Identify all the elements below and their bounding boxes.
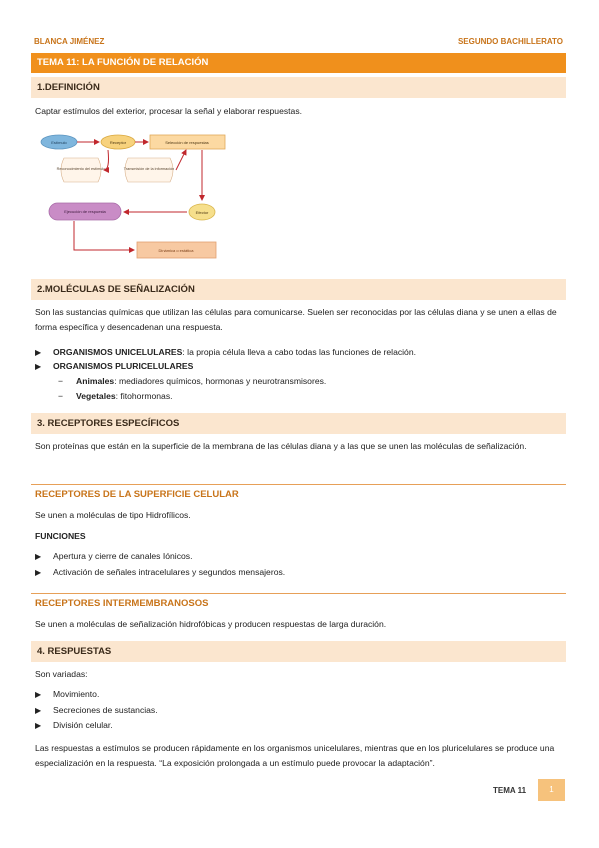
dash-marker: − bbox=[58, 376, 64, 386]
list-item: ▶ Movimiento. bbox=[35, 687, 565, 702]
section-heading-respuestas: 4. RESPUESTAS bbox=[31, 641, 566, 662]
bullet-triangle-icon: ▶ bbox=[35, 552, 42, 561]
intermembranosos-text: Se unen a moléculas de señalización hidrofóbicas y producen respuestas de larga duración. bbox=[35, 619, 387, 629]
bullet-triangle-icon: ▶ bbox=[35, 690, 42, 699]
definition-text: Captar estímulos del exterior, procesar la señal y elaborar respuestas. bbox=[35, 106, 303, 116]
dash-marker: − bbox=[58, 391, 64, 401]
list-item: ▶ Secreciones de sustancias. bbox=[35, 703, 565, 718]
section-heading-moleculas: 2.MOLÉCULAS DE SEÑALIZACIÓN bbox=[31, 279, 566, 300]
selection-label: Selección de respuestas bbox=[165, 140, 209, 145]
bullet-triangle-icon: ▶ bbox=[35, 568, 42, 577]
funciones-label: FUNCIONES bbox=[35, 531, 86, 541]
list-item: ▶ División celular. bbox=[35, 718, 565, 733]
subheading-superficie: RECEPTORES DE LA SUPERFICIE CELULAR bbox=[35, 489, 239, 500]
section-heading-definicion: 1.DEFINICIÓN bbox=[31, 77, 566, 98]
course-header: SEGUNDO BACHILLERATO bbox=[457, 37, 563, 46]
respuestas-intro: Son variadas: bbox=[35, 669, 88, 679]
section-heading-receptores: 3. RECEPTORES ESPECÍFICOS bbox=[31, 413, 566, 434]
recognition-label: Reconocimiento del estímulo bbox=[56, 167, 106, 171]
list-item: ▶ ORGANISMOS UNICELULARES: la propia célula lleva a cabo todas las funciones de relación. bbox=[35, 345, 565, 360]
divider bbox=[31, 593, 566, 594]
page-number: 1 bbox=[538, 779, 565, 801]
relation-diagram bbox=[36, 128, 236, 260]
homeostasis-label: Dinámica o estática bbox=[158, 248, 194, 253]
bullet-triangle-icon: ▶ bbox=[35, 706, 42, 715]
sub-list-item: − Animales: mediadores químicos, hormonas y neurotransmisores. bbox=[58, 374, 558, 389]
list-item: ▶ Activación de señales intracelulares y segundos mensajeros. bbox=[35, 565, 565, 580]
superficie-text: Se unen a moléculas de tipo Hidrofílicos. bbox=[35, 510, 191, 520]
execution-label: Ejecución de respuesta bbox=[64, 209, 106, 214]
respuestas-text: Las respuestas a estímulos se producen rápidamente en los organismos unicelulares, mientras que en los pluricelulares se produce una especialización en la respuesta. “La exposición prolongada a un estímulo puede provocar la adaptación”. bbox=[35, 743, 555, 768]
stimulus-label: Estímulo bbox=[51, 140, 67, 145]
moleculas-text: Son las sustancias químicas que utilizan las células para comunicarse. Suelen ser reconocidas por las células diana y se unen a ellas de forma específica y desencadenan una respuesta. bbox=[35, 307, 557, 332]
footer-label: TEMA 11 bbox=[493, 786, 527, 795]
sub-list-item: − Vegetales: fitohormonas. bbox=[58, 389, 558, 404]
receptor-label: Receptor bbox=[109, 140, 127, 145]
list-item: ▶ Apertura y cierre de canales Iónicos. bbox=[35, 549, 565, 564]
page-title: TEMA 11: LA FUNCIÓN DE RELACIÓN bbox=[31, 53, 566, 73]
bullet-triangle-icon: ▶ bbox=[35, 348, 42, 357]
author-header: BLANCA JIMÉNEZ bbox=[34, 37, 105, 46]
bullet-triangle-icon: ▶ bbox=[35, 721, 42, 730]
transmission-label: Transmisión de la información bbox=[123, 167, 175, 171]
bullet-triangle-icon: ▶ bbox=[35, 362, 42, 371]
subheading-intermembranosos: RECEPTORES INTERMEMBRANOSOS bbox=[35, 598, 209, 609]
divider bbox=[31, 484, 566, 485]
receptores-text: Son proteínas que están en la superficie de la membrana de las células diana y a las que se unen las moléculas de señalización. bbox=[35, 441, 527, 451]
list-item: ▶ ORGANISMOS PLURICELULARES bbox=[35, 359, 565, 374]
effector-label: Efector bbox=[195, 210, 209, 215]
